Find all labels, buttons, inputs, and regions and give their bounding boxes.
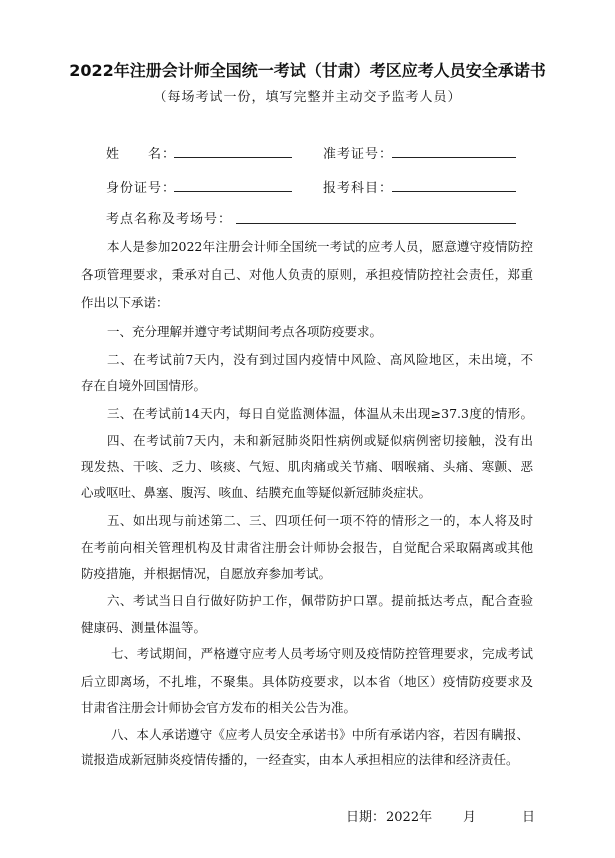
document-title: 2022年注册会计师全国统一考试（甘肃）考区应考人员安全承诺书 bbox=[69, 61, 546, 80]
paragraph-line: 七、考试期间，严格遵守应考人员考场守则及疫情防控管理要求，完成考试 bbox=[111, 646, 533, 661]
paragraph-line: 甘肃省注册会计师协会官方发布的相关公告为准。 bbox=[81, 700, 357, 715]
paragraph-line: 一、充分理解并遵守考试期间考点各项防疫要求。 bbox=[107, 324, 383, 339]
paragraph-line: 存在自境外回国情形。 bbox=[81, 378, 207, 393]
subject-label: 报考科目： bbox=[323, 181, 394, 196]
paragraph-line: 谎报造成新冠肺炎疫情传播的，一经查实，由本人承担相应的法律和经济责任。 bbox=[81, 752, 519, 767]
paragraph-line: 防疫措施，并根据情况，自愿放弃参加考试。 bbox=[81, 566, 332, 581]
paragraph-line: 现发热、干咳、乏力、咳痰、气短、肌肉痛或关节痛、咽喉痛、头痛、寒颤、恶 bbox=[81, 459, 533, 474]
paragraph-line: 六、考试当日自行做好防护工作，佩带防护口罩。提前抵达考点，配合查验 bbox=[107, 593, 533, 608]
document-subtitle: （每场考试一份，填写完整并主动交予监考人员） bbox=[153, 90, 462, 105]
paragraph-line: 健康码、测量体温等。 bbox=[81, 620, 207, 635]
paragraph-line: 二、在考试前7天内，没有到过国内疫情中风险、高风险地区，未出境，不 bbox=[107, 352, 533, 367]
id-number-field[interactable] bbox=[174, 191, 292, 192]
site-label: 考点名称及考场号： bbox=[106, 212, 233, 227]
paragraph-line: 各项管理要求，秉承对自己、对他人负责的原则，承担疫情防控社会责任，郑重 bbox=[81, 267, 533, 282]
ticket-number-field[interactable] bbox=[392, 157, 516, 158]
paragraph-line: 作出以下承诺： bbox=[81, 295, 169, 310]
paragraph-line: 在考前向相关管理机构及甘肃省注册会计师协会报告，自觉配合采取隔离或其他 bbox=[81, 540, 533, 555]
subject-field[interactable] bbox=[392, 191, 516, 192]
paragraph-line: 四、在考试前7天内，未和新冠肺炎阳性病例或疑似病例密切接触，没有出 bbox=[107, 433, 533, 448]
paragraph-line: 五、如出现与前述第二、三、四项任何一项不符的情形之一的，本人将及时 bbox=[107, 513, 533, 528]
paragraph-line: 后立即离场，不扎堆，不聚集。具体防疫要求，以本省（地区）疫情防疫要求及 bbox=[81, 674, 533, 689]
paragraph-line: 三、在考试前14天内，每日自觉监测体温，体温从未出现≥37.3度的情形。 bbox=[107, 406, 533, 421]
name-field[interactable] bbox=[174, 157, 292, 158]
ticket-label: 准考证号： bbox=[323, 147, 394, 162]
paragraph-line: 心或呕吐、鼻塞、腹泻、咳血、结膜充血等疑似新冠肺炎症状。 bbox=[81, 485, 432, 500]
date-year: 2022年 bbox=[386, 810, 433, 825]
date-day: 日 bbox=[522, 810, 536, 825]
date-month: 月 bbox=[463, 810, 477, 825]
site-field[interactable] bbox=[236, 223, 516, 224]
date-label: 日期： bbox=[346, 810, 386, 825]
name-label: 姓 名： bbox=[106, 147, 177, 162]
paragraph-line: 本人是参加2022年注册会计师全国统一考试的应考人员，愿意遵守疫情防控 bbox=[107, 239, 533, 254]
paragraph-line: 八、本人承诺遵守《应考人员安全承诺书》中所有承诺内容，若因有瞒报、 bbox=[111, 727, 529, 742]
id-label: 身份证号： bbox=[106, 181, 177, 196]
